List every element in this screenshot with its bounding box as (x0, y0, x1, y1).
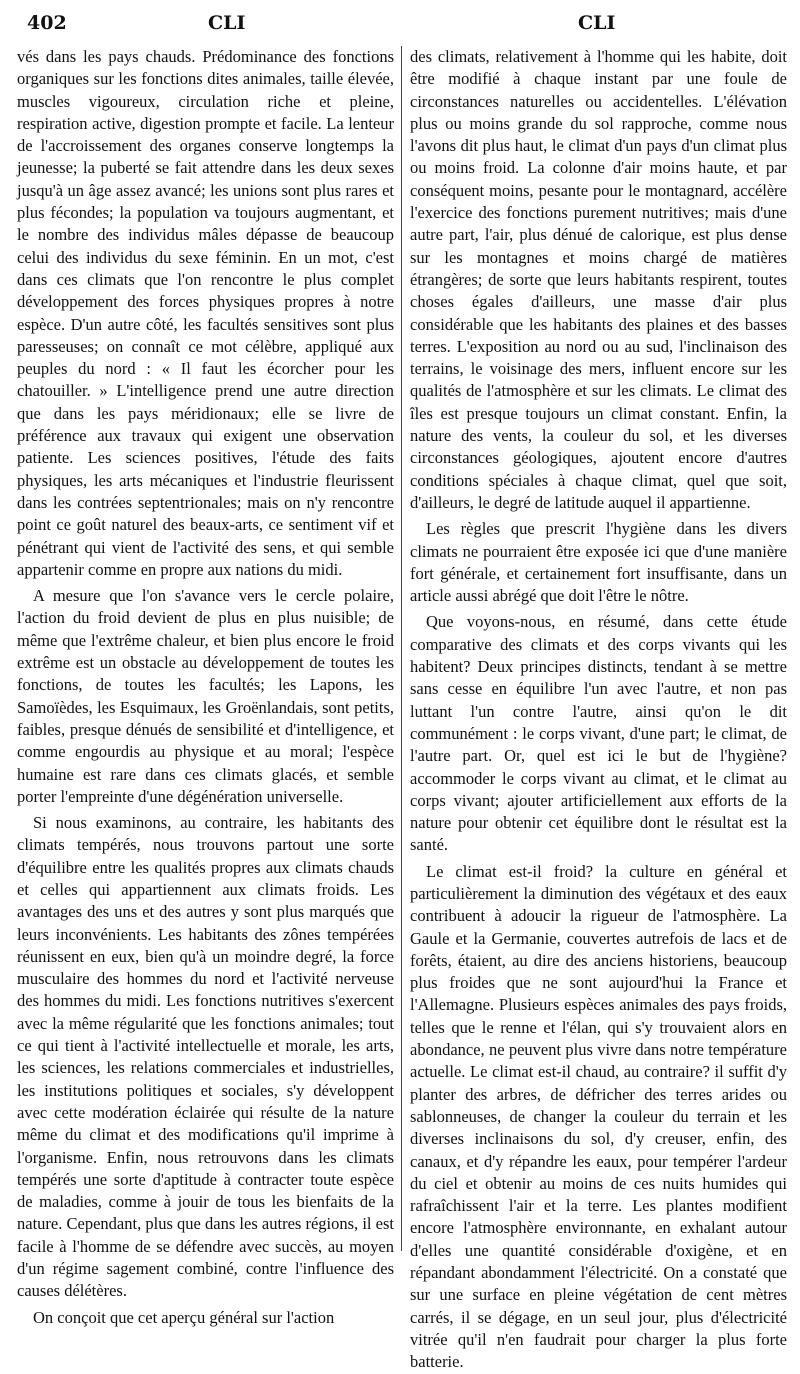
paragraph: A mesure que l'on s'avance vers le cercle polaire, l'action du froid devient de plus en plus nuisible; de même que l'extrême chaleur, et bien plus encore le froid extrême est un obstacle au développement de toutes les fonctions, de toutes les facultés; les Lapons, les Samoïèdes, les Esquimaux, les Groënlandais, sont petits, faibles, presque dénués de sensibilité et d'intelligence, et comme engourdis au physique et au moral; l'espèce humaine est rare dans ces climats glacés, et semble porter l'empreinte d'une dégénération universelle. (17, 586, 394, 806)
right-column (410, 46, 787, 1372)
column-divider (401, 46, 402, 1251)
left-column (17, 46, 394, 1327)
paragraph: des climats, relativement à l'homme qui les habite, doit être modifié à chaque instant par une foule de circonstances naturelles ou accidentelles. L'élévation plus ou moins grande du sol rapproche, comme nous l'avons dit plus haut, le climat d'un pays d'un climat plus ou moins froid. La colonne d'air moins haute, et par conséquent moins, pesante pour le montagnard, accélère l'exercice des fonctions purement nutritives; mais d'une autre part, l'air, plus dénué de calorique, est plus dense sur les montagnes et moins chargé de matières étrangères; de sorte que leurs habitants respirent, toutes choses égales d'ailleurs, une masse d'air plus considérable que les habitants des plaines et des basses terres. L'exposition au nord ou au sud, l'inclinaison des terrains, le voisinage des mers, influent encore sur les qualités de l'atmosphère et sur les climats. Le climat des îles est presque toujours un climat constant. Enfin, la nature des vents, la couleur du sol, et les diverses circonstances géologiques, ajoutent encore d'autres conditions spéciales à chaque climat, quel que soit, d'ailleurs, le degré de latitude auquel il appartienne. (410, 47, 787, 512)
paragraph: On conçoit que cet aperçu général sur l'action (33, 1307, 335, 1327)
paragraph: Que voyons-nous, en résumé, dans cette étude comparative des climats et des corps vivants qui les habitent? Deux principes distincts, tendant à se mettre sans cesse en équilibre l'un avec l'autre, et non pas luttant l'un contre l'autre, ainsi qu'on le dit communément : le corps vivant, d'une part; le climat, de l'autre part. Or, quel est ici le but de l'hygiène? accommoder le corps vivant au climat, et le climat au corps vivant; ajouter artificiellement aux efforts de la nature pour obtenir cet équilibre dont le résultat est la santé. (410, 612, 787, 855)
running-head-right: CLI (578, 12, 616, 34)
running-head-left: CLI (208, 12, 246, 34)
paragraph: Le climat est-il froid? la culture en général et particulièrement la diminution des végétaux et des eaux contribuent à adoucir la rigueur de l'atmosphère. La Gaule et la Germanie, couvertes autrefois de lacs et de forêts, étaient, au dire des anciens historiens, beaucoup plus froides que ne sont aujourd'hui la France et l'Allemagne. Plusieurs espèces animales des pays froids, telles que le renne et l'élan, qui s'y trouvaient alors en abondance, ne peuvent plus vivre dans notre température actuelle. Le climat est-il chaud, au contraire? il suffit d'y planter des arbres, de défricher des terres arides ou sablonneuses, de changer la couleur du terrain et les diverses inclinaisons du sol, d'y creuser, enfin, des canaux, et d'y répandre les eaux, pour tempérer l'ardeur du ciel et obtenir au moins de ces nuits humides qui rafraîchissent l'air et la terre. Les plantes modifient encore l'atmosphère environnante, en exhalant autour d'elles une quantité considérable d'oxigène, et en répandant abondamment l'électricité. On a constaté que sur une surface en pleine végétation de cent mètres carrés, il se dégage, en un seul jour, plus d'électricité vitrée qu'il n'en faudrait pour charger la plus forte batterie. (410, 861, 787, 1372)
paragraph: vés dans les pays chauds. Prédominance des fonctions organiques sur les fonctions dites animales, taille élevée, muscles vigoureux, circulation riche et pleine, respiration active, digestion prompte et facile. La lenteur de l'accroissement des organes conserve longtemps la jeunesse; la puberté se fait attendre dans les deux sexes jusqu'à un âge assez avancé; les unions sont plus rares et plus fécondes; la population va toujours augmentant, et le nombre des individus mâles dépasse de beaucoup celui des individus du sexe féminin. En un mot, c'est dans ces climats que l'on rencontre le plus complet développement des forces physiques propres à notre espèce. D'un autre côté, les facultés sensitives sont plus paresseuses; on connaît ce mot célèbre, appliqué aux peuples du nord : « Il faut les écorcher pour les chatouiller. » L'intelligence prend une autre direction que dans les pays méridionaux; elle se livre de préférence aux travaux qui exigent une observation patiente. Les sciences positives, l'étude des faits physiques, les arts mécaniques et l'industrie fleurissent dans les contrées septentrionales; mais on n'y rencontre point ce goût naturel des beaux-arts, ce sentiment vif et pénétrant qui vient de l'activité des sens, et qui semble appartenir comme en propre aux nations du midi. (17, 47, 394, 579)
paragraph: Les règles que prescrit l'hygiène dans les divers climats ne pourraient être exposée ici que d'une manière fort générale, et certainement fort insuffisante, dans un article aussi abrégé que doit l'être le nôtre. (410, 519, 787, 606)
paragraph: Si nous examinons, au contraire, les habitants des climats tempérés, nous trouvons partout une sorte d'équilibre entre les qualités propres aux climats chauds et celles qui appartiennent aux climats froids. Les avantages des uns et des autres y sont plus marqués que leurs inconvénients. Les habitants des zônes tempérées réunissent en eux, bien qu'à un moindre degré, la force musculaire des hommes du nord et l'activité nerveuse des hommes du midi. Les fonctions nutritives s'exercent avec la même régularité que les fonctions animales; tout ce qui tient à l'activité intellectuelle et morale, les arts, les sciences, les relations commerciales et industrielles, les institutions politiques et sociales, s'y développent avec cette modération éclairée qui résulte de la nature même du climat et des modifications qu'il imprime à l'organisme. Enfin, nous retrouvons dans les climats tempérés une sorte d'aptitude à contracter toute espèce de maladies, comme à jouir de tous les bienfaits de la nature. Cependant, plus que dans les autres régions, il est facile à l'homme de se défendre avec succès, au moyen d'un régime sagement combiné, contre l'influence des causes délétères. (17, 813, 394, 1301)
page-number: 402 (27, 12, 67, 34)
